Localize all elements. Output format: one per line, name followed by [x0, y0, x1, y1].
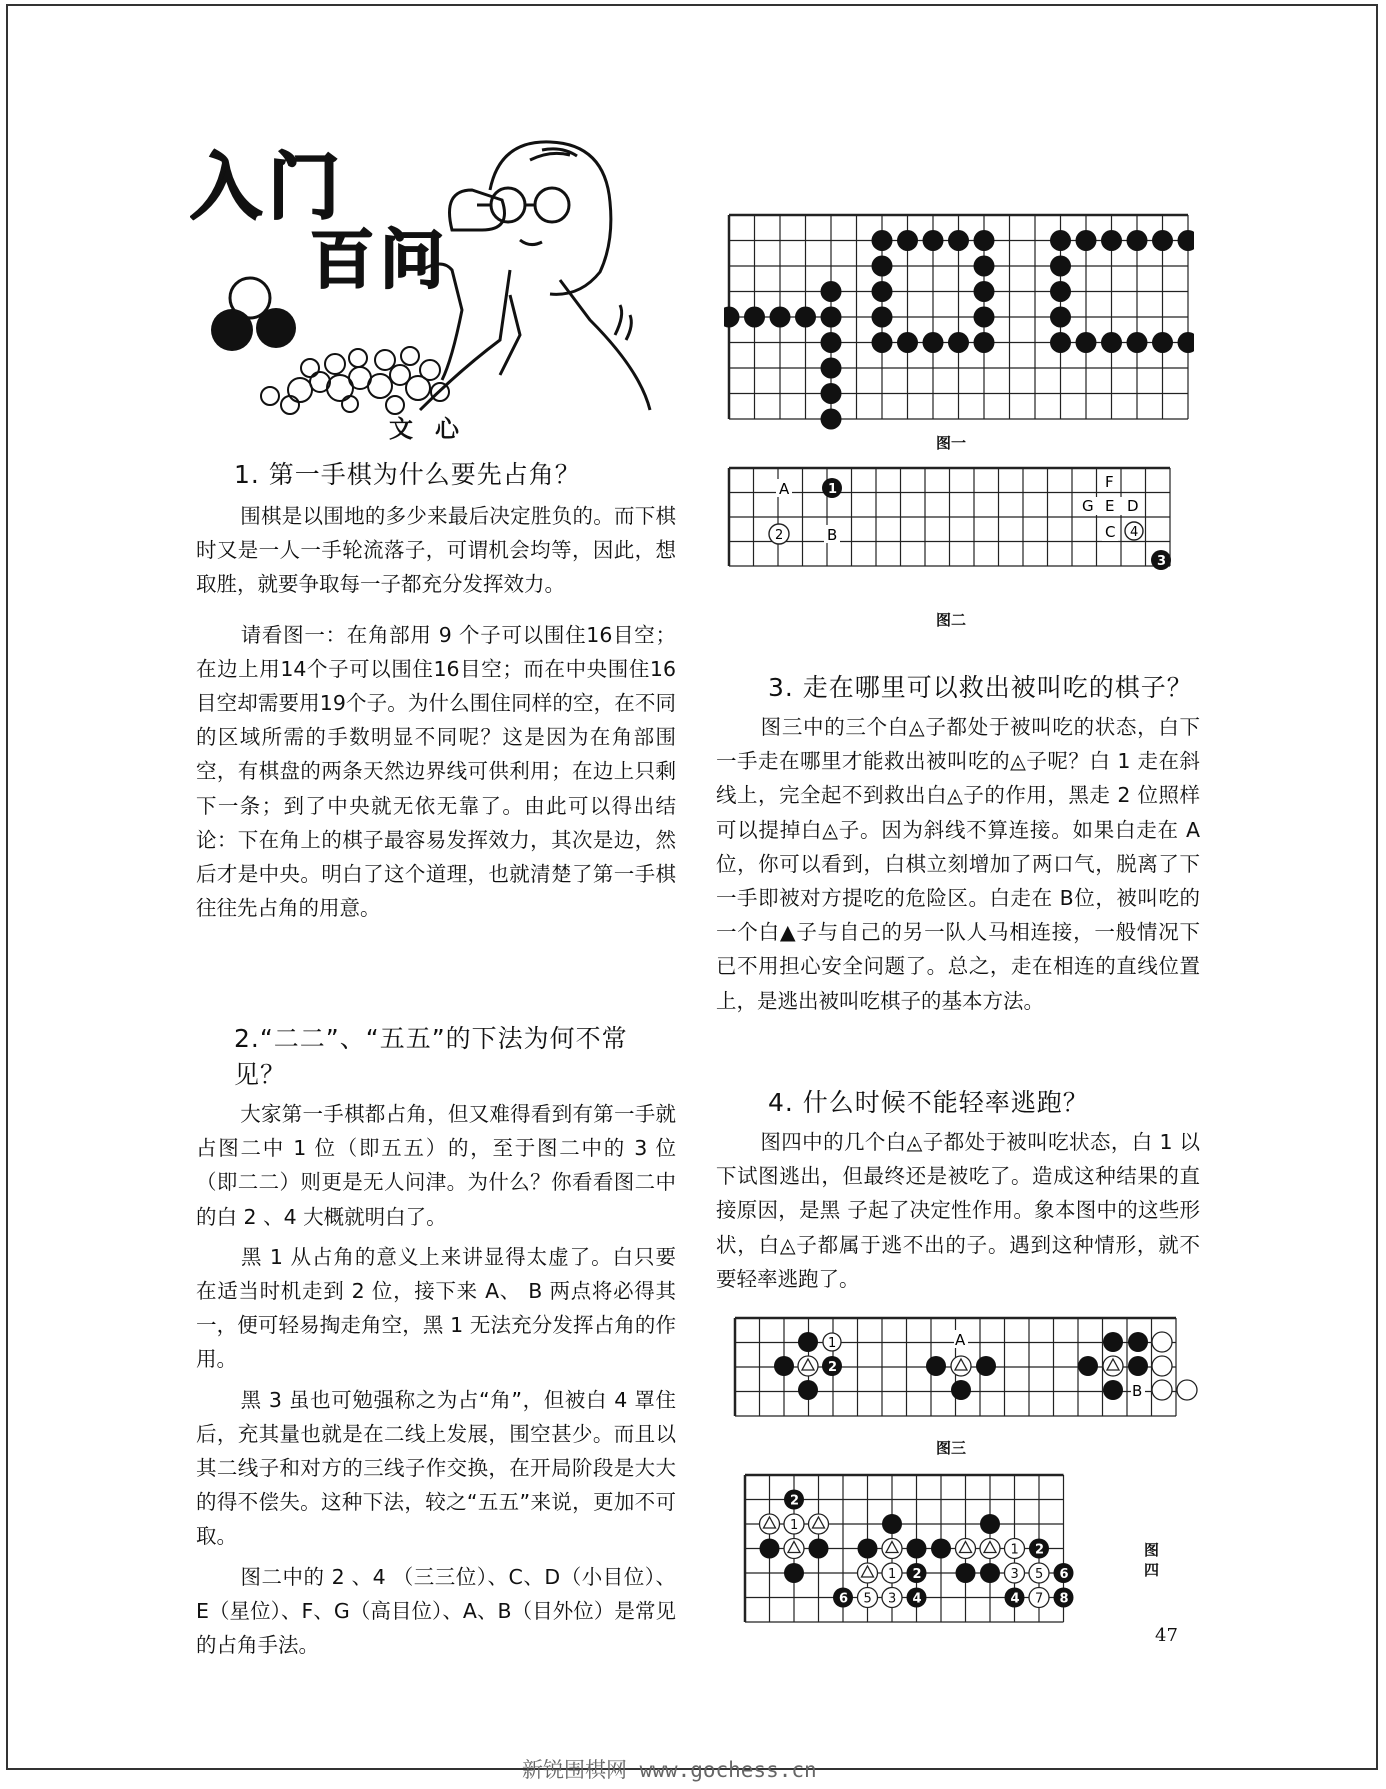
fig4-stone-number: 4 [912, 1591, 922, 1607]
fig4-stone-number: 1 [888, 1567, 897, 1582]
fig4-stone-number: 1 [790, 1518, 799, 1533]
fig1-black-stone [795, 307, 816, 328]
fig1-black-stone [948, 332, 969, 353]
fig2-stone-2-number: 2 [775, 528, 784, 543]
fig4-stone-number: 3 [888, 1591, 897, 1607]
fig4-stone-number: 5 [863, 1591, 872, 1607]
fig1-black-stone [1178, 230, 1195, 251]
fig1-black-stone [923, 230, 944, 251]
fig1-black-stone [897, 230, 918, 251]
q1-paragraph-2: 请看图一：在角部用 9 个子可以围住16目空；在边上用14个子可以围住16目空；而在中央围住16目空却需要用19个子。为什么围住同样的空，在不同的区域所需的手数明显不同呢？这是因为在角部围空，有棋盘的两条天然边界线可供利用；在边上只剩下一条；到了中央就无依无靠了。由此可以得出结论：下在角上的棋子最容易发挥效力，其次是边，然后才是中央。明白了这个道理，也就清楚了第一手棋往往先占角的用意。 [196, 622, 676, 921]
q4-heading: 4. 什么时候不能轻率逃跑？ [768, 1088, 1089, 1117]
fig4-stone-number: 6 [839, 1591, 849, 1607]
fig2-label-A: A [779, 480, 790, 498]
right-column-q3 [716, 668, 1200, 1018]
fig4-black-stone [882, 1514, 902, 1534]
q2-paragraph-3: 黑 3 虽也可勉强称之为占“角”，但被白 4 罩住后，充其量也就是在二线上发展，围空甚少。而且以其二线子和对方的三线子作交换，在开局阶段是大大的得不偿失。这种下法，较之“五五”来说，更加不可取。 [196, 1387, 676, 1549]
fig1-black-stone [1127, 230, 1148, 251]
fig1-black-stone [974, 256, 995, 277]
q4-paragraph-1: 图四中的几个白◬子都处于被叫吃状态，白 1 以下试图逃出，但最终还是被吃了。造成这种结果的直接原因，是黑 子起了决定性作用。象本图中的这些形状，白◬子都属于逃不出的子。遇到这种情形，就不要轻率逃跑了。 [716, 1130, 1200, 1291]
fig1-black-stone [821, 281, 842, 302]
page-number: 47 [1155, 1625, 1178, 1646]
fig1-black-stone [821, 383, 842, 404]
fig2-stone-1-number: 1 [828, 482, 838, 497]
figure-3-caption: 图三 [936, 1439, 967, 1457]
fig3-white-1-number: 1 [828, 1336, 837, 1351]
figure-2-board [724, 463, 1196, 593]
fig1-black-stone [1152, 332, 1173, 353]
fig3-label-B: B [1132, 1382, 1143, 1400]
fig1-black-stone [1050, 256, 1071, 277]
fig1-black-stone [1050, 230, 1071, 251]
fig1-black-stone [821, 358, 842, 379]
footer-watermark: 新锐围棋网 www.gochess.cn [522, 1758, 817, 1782]
fig1-black-stone [821, 307, 842, 328]
left-column [196, 455, 676, 925]
fig1-black-stone [974, 230, 995, 251]
fig4-stone-number: 8 [1059, 1591, 1069, 1607]
fig4-black-stone [858, 1539, 878, 1559]
q2-paragraph-4: 图二中的 2 、4 （三三位）、C、D（小目位）、E（星位）、F、G（高目位）、A、B（目外位）是常见的占角手法。 [196, 1564, 676, 1658]
fig4-stone-number: 2 [912, 1567, 922, 1582]
fig1-black-stone [1178, 332, 1195, 353]
figure-3-stones [774, 1330, 1197, 1400]
fig1-black-stone [974, 307, 995, 328]
q1-paragraph-1: 围棋是以围地的多少来最后决定胜负的。而下棋时又是一人一手轮流落子，可谓机会均等，因此，想取胜，就要争取每一子都充分发挥效力。 [196, 504, 676, 597]
fig1-black-stone [1152, 230, 1173, 251]
figure-4-caption: 图四 [1144, 1541, 1160, 1579]
fig1-black-stone [872, 332, 893, 353]
fig4-black-stone [809, 1539, 829, 1559]
fig2-label-D: D [1127, 497, 1139, 515]
q3-paragraph-1: 图三中的三个白◬子都处于被叫吃的状态，白下一手走在哪里才能救出被叫吃的◬子呢？白 1 走在斜线上，完全起不到救出白◬子的作用，黑走 2 位照样可以提掉白◬子。因为斜线不算连接。如果白走在 A位，你可以看到，白棋立刻增加了两口气，脱离了下一手即被对方提吃的危险区。白走在 B位，被叫吃的一个白▲子与自己的另一队人马相连接，一般情况下已不用担心安全问题了。总之，走在相连的直线位置上，是逃出被叫吃棋子的基本方法。 [716, 715, 1200, 1013]
fig1-black-stone [948, 230, 969, 251]
fig4-black-stone [760, 1539, 780, 1559]
fig1-black-stone [897, 332, 918, 353]
author: 文心 [389, 415, 481, 443]
fig1-black-stone [872, 230, 893, 251]
q1-heading: 1. 第一手棋为什么要先占角？ [234, 460, 581, 489]
fig1-black-stone [821, 332, 842, 353]
fig4-black-stone [931, 1539, 951, 1559]
fig1-black-stone [821, 409, 842, 430]
fig1-black-stone [1050, 281, 1071, 302]
title-line2: 百问 [310, 224, 450, 298]
fig2-stone-4-number: 4 [1130, 525, 1139, 540]
figure-3-board [730, 1310, 1200, 1425]
fig1-black-stone [724, 307, 740, 328]
figure-2-marks [769, 473, 1171, 570]
fig1-black-stone [1101, 332, 1122, 353]
fig4-stone-number: 4 [1010, 1591, 1020, 1607]
fig1-black-stone [1076, 230, 1097, 251]
fig3-label-A: A [955, 1331, 966, 1349]
fig4-stone-number: 3 [1010, 1567, 1019, 1582]
fig1-black-stone [923, 332, 944, 353]
q2-paragraph-1: 大家第一手棋都占角，但又难得看到有第一手就占图二中 1 位（即五五）的，至于图二中的 3 位（即二二）则更是无人问津。为什么？你看看图二中的白 2 、4 大概就明白了。 [196, 1102, 676, 1229]
q2-paragraph-2: 黑 1 从占角的意义上来讲显得太虚了。白只要在适当时机走到 2 位，接下来 A、 B 两点将必得其一，便可轻易掏走角空，黑 1 无法充分发挥占角的作用。 [196, 1244, 676, 1372]
fig1-black-stone [1101, 230, 1122, 251]
figure-1-caption: 图一 [936, 434, 967, 452]
fig1-black-stone [872, 281, 893, 302]
fig4-black-stone [907, 1539, 927, 1559]
title-line1: 入门 [190, 145, 347, 229]
fig1-black-stone [1050, 332, 1071, 353]
fig1-black-stone [1127, 332, 1148, 353]
fig1-black-stone [872, 307, 893, 328]
right-column-q4 [716, 1083, 1200, 1296]
fig4-stone-number: 2 [1035, 1542, 1045, 1558]
fig4-black-stone [980, 1563, 1000, 1583]
fig2-label-E: E [1105, 497, 1115, 515]
fig2-stone-3-number: 3 [1157, 554, 1167, 569]
fig4-stone-number: 2 [790, 1493, 800, 1509]
fig2-label-F: F [1105, 473, 1114, 491]
title-illustration [190, 120, 690, 415]
fig3-black-2-number: 2 [828, 1360, 838, 1375]
fig1-black-stone [872, 256, 893, 277]
fig1-black-stone [974, 281, 995, 302]
q3-heading: 3. 走在哪里可以救出被叫吃的棋子？ [768, 673, 1193, 702]
fig1-black-stone [744, 307, 765, 328]
fig1-black-stone [1076, 332, 1097, 353]
q2-heading: 2.“二二”、“五五”的下法为何不常见？ [234, 1024, 628, 1089]
fig2-label-G: G [1082, 497, 1094, 515]
figure-1-board [724, 210, 1194, 430]
fig2-label-B: B [827, 526, 838, 544]
fig4-stone-number: 7 [1035, 1591, 1044, 1607]
figure-2-caption: 图二 [936, 611, 967, 629]
fig4-stone-number: 5 [1035, 1567, 1044, 1582]
fig4-black-stone [784, 1563, 804, 1583]
fig1-black-stone [770, 307, 791, 328]
fig1-black-stone [974, 332, 995, 353]
fig2-label-C: C [1105, 523, 1116, 541]
fig4-black-stone [980, 1514, 1000, 1534]
figure-4-board [740, 1470, 1140, 1630]
fig4-stone-number: 6 [1059, 1567, 1069, 1582]
fig4-black-stone [956, 1563, 976, 1583]
fig4-stone-number: 1 [1010, 1542, 1019, 1558]
left-column-q2 [196, 1019, 676, 1662]
fig1-black-stone [1050, 307, 1071, 328]
